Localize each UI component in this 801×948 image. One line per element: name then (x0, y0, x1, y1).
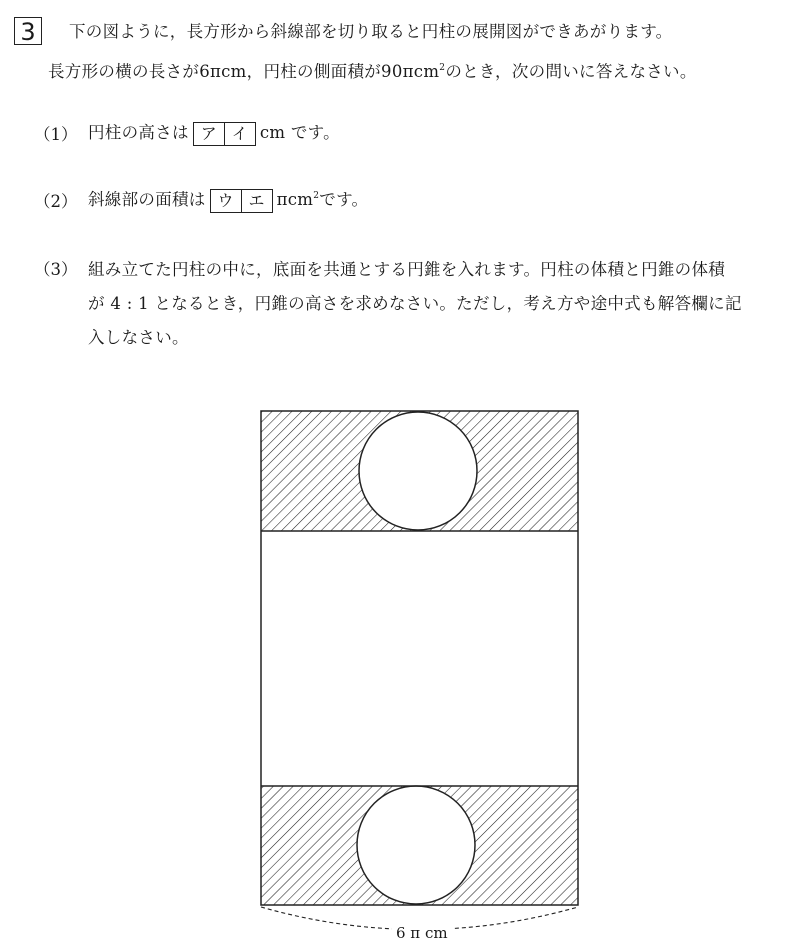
intro-text-e: のとき，次の問いに答えなさい。 (445, 62, 697, 81)
answer-cell-e: エ (241, 190, 272, 212)
problem-number: 3 (14, 17, 42, 45)
answer-cell-u: ウ (217, 190, 234, 210)
question-3-line-1: 組み立てた円柱の中に，底面を共通とする円錐を入れます。円柱の体積と円錐の体積 (88, 260, 726, 279)
width-dimension-label: 6 π cm (392, 924, 452, 942)
intro-text-a: 長方形の横の長さが (48, 62, 200, 81)
answer-cell-a: ア (200, 123, 217, 143)
question-2-ending: です。 (319, 190, 369, 209)
rect-width-value: 6πcm (199, 62, 247, 81)
lateral-area-value: 90πcm (381, 62, 440, 81)
question-2-unit: πcm (276, 190, 314, 209)
lateral-area-exponent: 2 (439, 63, 446, 73)
question-3-line-3: 入しなさい。 (88, 328, 189, 347)
question-3-number: （3） (34, 260, 78, 279)
answer-cell-i: イ (224, 123, 255, 145)
question-1-number: （1） (34, 125, 78, 144)
question-1-unit: cm です。 (259, 123, 340, 142)
intro-line-1: 下の図ように，長方形から斜線部を切り取ると円柱の展開図ができあがります。 (69, 22, 673, 41)
lateral-surface (261, 531, 578, 786)
intro-text-c: ，円柱の側面積が (246, 62, 382, 81)
question-1-text: 円柱の高さは (88, 123, 189, 142)
question-2-exponent: 2 (313, 191, 320, 201)
question-2-text: 斜線部の面積は (88, 190, 206, 209)
question-2-number: （2） (34, 192, 78, 211)
top-base-circle (359, 412, 477, 530)
question-3-line-2: が 4 : 1 となるとき，円錐の高さを求めなさい。ただし，考え方や途中式も解答欄に記 (88, 294, 742, 313)
bottom-base-circle (357, 786, 475, 904)
